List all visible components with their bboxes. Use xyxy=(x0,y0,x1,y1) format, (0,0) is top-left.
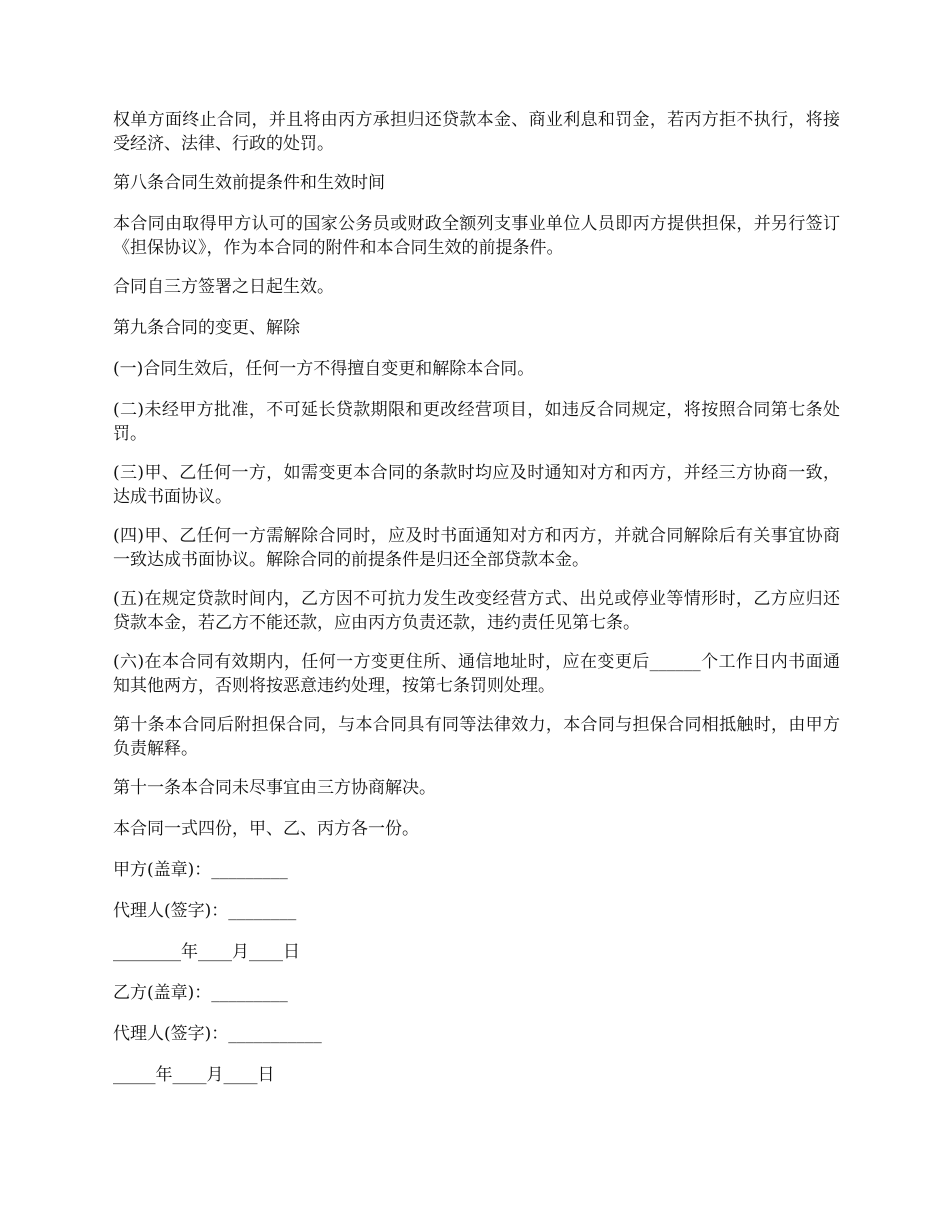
signature-party-a: 甲方(盖章)：_________ xyxy=(113,860,288,880)
article-11: 第十一条本合同未尽事宜由三方协商解决。 xyxy=(113,778,436,798)
clause-9-2: (二)未经甲方批准，不可延长贷款期限和更改经营项目，如违反合同规定，将按照合同第七条处罚。 xyxy=(113,400,840,444)
heading-article-9: 第九条合同的变更、解除 xyxy=(113,318,300,338)
clause-9-4: (四)甲、乙任何一方需解除合同时，应及时书面通知对方和丙方，并就合同解除后有关事宜协商一致达成书面协议。解除合同的前提条件是归还全部贷款本金。 xyxy=(113,526,840,570)
paragraph-guarantee-condition: 本合同由取得甲方认可的国家公务员或财政全额列支事业单位人员即丙方提供担保，并另行签订《担保协议》，作为本合同的附件和本合同生效的前提条件。 xyxy=(113,214,840,258)
article-10: 第十条本合同后附担保合同，与本合同具有同等法律效力，本合同与担保合同相抵触时，由甲方负责解释。 xyxy=(113,715,840,759)
paragraph-effective-date: 合同自三方签署之日起生效。 xyxy=(113,277,334,297)
clause-9-1: (一)合同生效后，任何一方不得擅自变更和解除本合同。 xyxy=(113,359,535,379)
heading-article-8: 第八条合同生效前提条件和生效时间 xyxy=(113,173,385,193)
signature-agent-b: 代理人(签字)：___________ xyxy=(113,1024,322,1044)
contract-page xyxy=(113,108,840,1104)
copies-clause: 本合同一式四份，甲、乙、丙方各一份。 xyxy=(113,819,419,839)
signature-date-b: _____年____月____日 xyxy=(113,1065,275,1085)
clause-9-5: (五)在规定贷款时间内，乙方因不可抗力发生改变经营方式、出兑或停业等情形时，乙方应归还贷款本金，若乙方不能还款，应由丙方负责还款，违约责任见第七条。 xyxy=(113,589,840,633)
signature-date-a: ________年____月____日 xyxy=(113,942,300,962)
signature-agent-a: 代理人(签字)：________ xyxy=(113,901,297,921)
signature-party-b: 乙方(盖章)：_________ xyxy=(113,983,288,1003)
clause-9-6: (六)在本合同有效期内，任何一方变更住所、通信地址时，应在变更后______个工作日内书面通知其他两方，否则将按恶意违约处理，按第七条罚则处理。 xyxy=(113,652,840,696)
paragraph-termination-tail: 权单方面终止合同，并且将由丙方承担归还贷款本金、商业利息和罚金，若丙方拒不执行，将接受经济、法律、行政的处罚。 xyxy=(113,110,840,154)
clause-9-3: (三)甲、乙任何一方，如需变更本合同的条款时均应及时通知对方和丙方，并经三方协商一致，达成书面协议。 xyxy=(113,463,840,507)
